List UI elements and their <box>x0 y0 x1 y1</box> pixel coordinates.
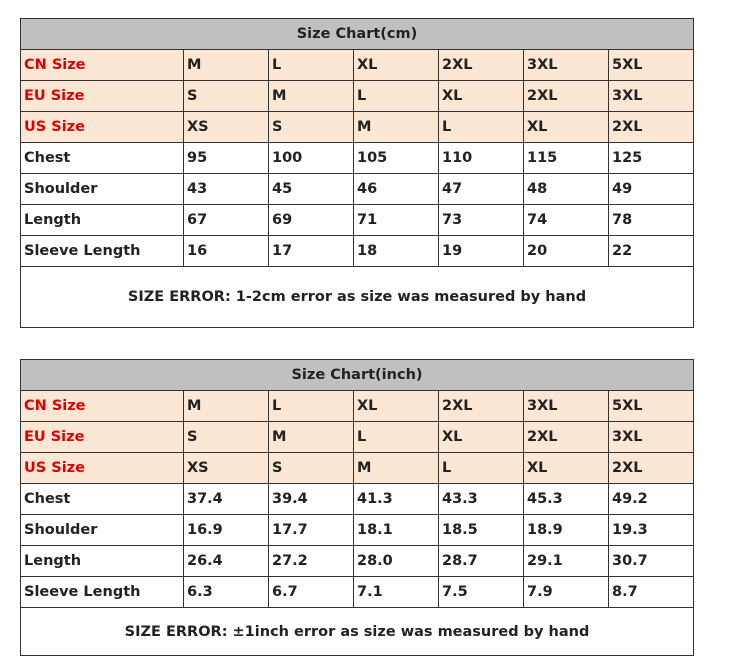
size-value-cell: M <box>269 422 354 453</box>
row-label: Length <box>21 546 184 577</box>
chart-title-row <box>21 360 694 391</box>
row-label: US Size <box>21 453 184 484</box>
size-value-cell: 3XL <box>609 81 694 112</box>
size-row-chest <box>21 143 694 174</box>
size-error-row <box>21 608 694 656</box>
row-label: Sleeve Length <box>21 577 184 608</box>
size-value-cell: 6.7 <box>269 577 354 608</box>
size-value-cell: XS <box>184 112 269 143</box>
size-value-cell: 17.7 <box>269 515 354 546</box>
size-value-cell: 3XL <box>524 391 609 422</box>
size-value-cell: 6.3 <box>184 577 269 608</box>
size-value-cell: 30.7 <box>609 546 694 577</box>
size-value-cell: 67 <box>184 205 269 236</box>
size-row-us-size <box>21 453 694 484</box>
size-value-cell: 7.9 <box>524 577 609 608</box>
size-row-eu-size <box>21 422 694 453</box>
size-value-cell: 8.7 <box>609 577 694 608</box>
row-label: US Size <box>21 112 184 143</box>
size-value-cell: 7.1 <box>354 577 439 608</box>
row-label: Chest <box>21 143 184 174</box>
size-value-cell: 7.5 <box>439 577 524 608</box>
size-value-cell: 27.2 <box>269 546 354 577</box>
size-chart-inch <box>20 359 694 656</box>
size-value-cell: 5XL <box>609 391 694 422</box>
size-value-cell: 74 <box>524 205 609 236</box>
size-value-cell: XL <box>524 112 609 143</box>
row-label: Shoulder <box>21 515 184 546</box>
size-value-cell: S <box>269 112 354 143</box>
size-value-cell: 16.9 <box>184 515 269 546</box>
size-chart-cm-table <box>20 18 694 328</box>
size-value-cell: M <box>184 391 269 422</box>
size-value-cell: 110 <box>439 143 524 174</box>
size-value-cell: 3XL <box>524 50 609 81</box>
size-chart-cm <box>20 18 694 328</box>
size-value-cell: 37.4 <box>184 484 269 515</box>
size-value-cell: 22 <box>609 236 694 267</box>
size-value-cell: 26.4 <box>184 546 269 577</box>
size-value-cell: 16 <box>184 236 269 267</box>
size-value-cell: 2XL <box>524 422 609 453</box>
size-value-cell: 18.1 <box>354 515 439 546</box>
size-value-cell: 43 <box>184 174 269 205</box>
size-value-cell: 17 <box>269 236 354 267</box>
row-label: Length <box>21 205 184 236</box>
size-value-cell: S <box>184 81 269 112</box>
size-value-cell: 19.3 <box>609 515 694 546</box>
size-error-note: SIZE ERROR: ±1inch error as size was measured by hand <box>21 608 694 656</box>
size-error-note: SIZE ERROR: 1-2cm error as size was measured by hand <box>21 267 694 328</box>
row-label: EU Size <box>21 422 184 453</box>
chart-rows <box>21 391 694 608</box>
size-value-cell: 45 <box>269 174 354 205</box>
size-value-cell: 18 <box>354 236 439 267</box>
size-value-cell: XL <box>524 453 609 484</box>
size-row-chest <box>21 484 694 515</box>
size-value-cell: 95 <box>184 143 269 174</box>
size-value-cell: 2XL <box>609 453 694 484</box>
size-value-cell: M <box>269 81 354 112</box>
size-value-cell: M <box>184 50 269 81</box>
size-error-row <box>21 267 694 328</box>
size-row-sleeve-length <box>21 577 694 608</box>
size-value-cell: 28.0 <box>354 546 439 577</box>
size-row-cn-size <box>21 50 694 81</box>
size-value-cell: 2XL <box>524 81 609 112</box>
size-value-cell: S <box>269 453 354 484</box>
chart-title: Size Chart(cm) <box>21 19 694 50</box>
size-value-cell: L <box>439 453 524 484</box>
size-value-cell: 100 <box>269 143 354 174</box>
size-value-cell: XS <box>184 453 269 484</box>
size-value-cell: L <box>439 112 524 143</box>
size-row-shoulder <box>21 174 694 205</box>
size-value-cell: 19 <box>439 236 524 267</box>
row-label: Chest <box>21 484 184 515</box>
size-value-cell: S <box>184 422 269 453</box>
size-value-cell: 73 <box>439 205 524 236</box>
size-value-cell: 105 <box>354 143 439 174</box>
size-value-cell: L <box>269 50 354 81</box>
size-value-cell: 47 <box>439 174 524 205</box>
size-value-cell: 2XL <box>609 112 694 143</box>
size-value-cell: XL <box>439 81 524 112</box>
size-value-cell: 41.3 <box>354 484 439 515</box>
size-value-cell: 71 <box>354 205 439 236</box>
size-value-cell: 28.7 <box>439 546 524 577</box>
chart-title: Size Chart(inch) <box>21 360 694 391</box>
size-row-cn-size <box>21 391 694 422</box>
size-value-cell: 43.3 <box>439 484 524 515</box>
row-label: Sleeve Length <box>21 236 184 267</box>
size-value-cell: 115 <box>524 143 609 174</box>
size-row-us-size <box>21 112 694 143</box>
size-value-cell: 18.9 <box>524 515 609 546</box>
size-value-cell: 39.4 <box>269 484 354 515</box>
size-value-cell: 20 <box>524 236 609 267</box>
size-row-eu-size <box>21 81 694 112</box>
size-value-cell: 3XL <box>609 422 694 453</box>
size-value-cell: 78 <box>609 205 694 236</box>
size-row-sleeve-length <box>21 236 694 267</box>
size-value-cell: 49.2 <box>609 484 694 515</box>
chart-title-row <box>21 19 694 50</box>
size-value-cell: M <box>354 112 439 143</box>
size-value-cell: L <box>354 81 439 112</box>
size-value-cell: 18.5 <box>439 515 524 546</box>
size-value-cell: 45.3 <box>524 484 609 515</box>
row-label: CN Size <box>21 50 184 81</box>
size-value-cell: 2XL <box>439 391 524 422</box>
row-label: Shoulder <box>21 174 184 205</box>
size-value-cell: 2XL <box>439 50 524 81</box>
size-value-cell: 29.1 <box>524 546 609 577</box>
size-value-cell: 48 <box>524 174 609 205</box>
size-value-cell: 125 <box>609 143 694 174</box>
chart-rows <box>21 50 694 267</box>
size-value-cell: XL <box>354 50 439 81</box>
size-row-length <box>21 205 694 236</box>
row-label: EU Size <box>21 81 184 112</box>
row-label: CN Size <box>21 391 184 422</box>
size-row-shoulder <box>21 515 694 546</box>
size-value-cell: 49 <box>609 174 694 205</box>
size-value-cell: L <box>269 391 354 422</box>
size-value-cell: M <box>354 453 439 484</box>
size-value-cell: XL <box>439 422 524 453</box>
size-value-cell: 46 <box>354 174 439 205</box>
size-chart-inch-table <box>20 359 694 656</box>
size-value-cell: XL <box>354 391 439 422</box>
size-row-length <box>21 546 694 577</box>
size-value-cell: L <box>354 422 439 453</box>
size-value-cell: 5XL <box>609 50 694 81</box>
size-value-cell: 69 <box>269 205 354 236</box>
